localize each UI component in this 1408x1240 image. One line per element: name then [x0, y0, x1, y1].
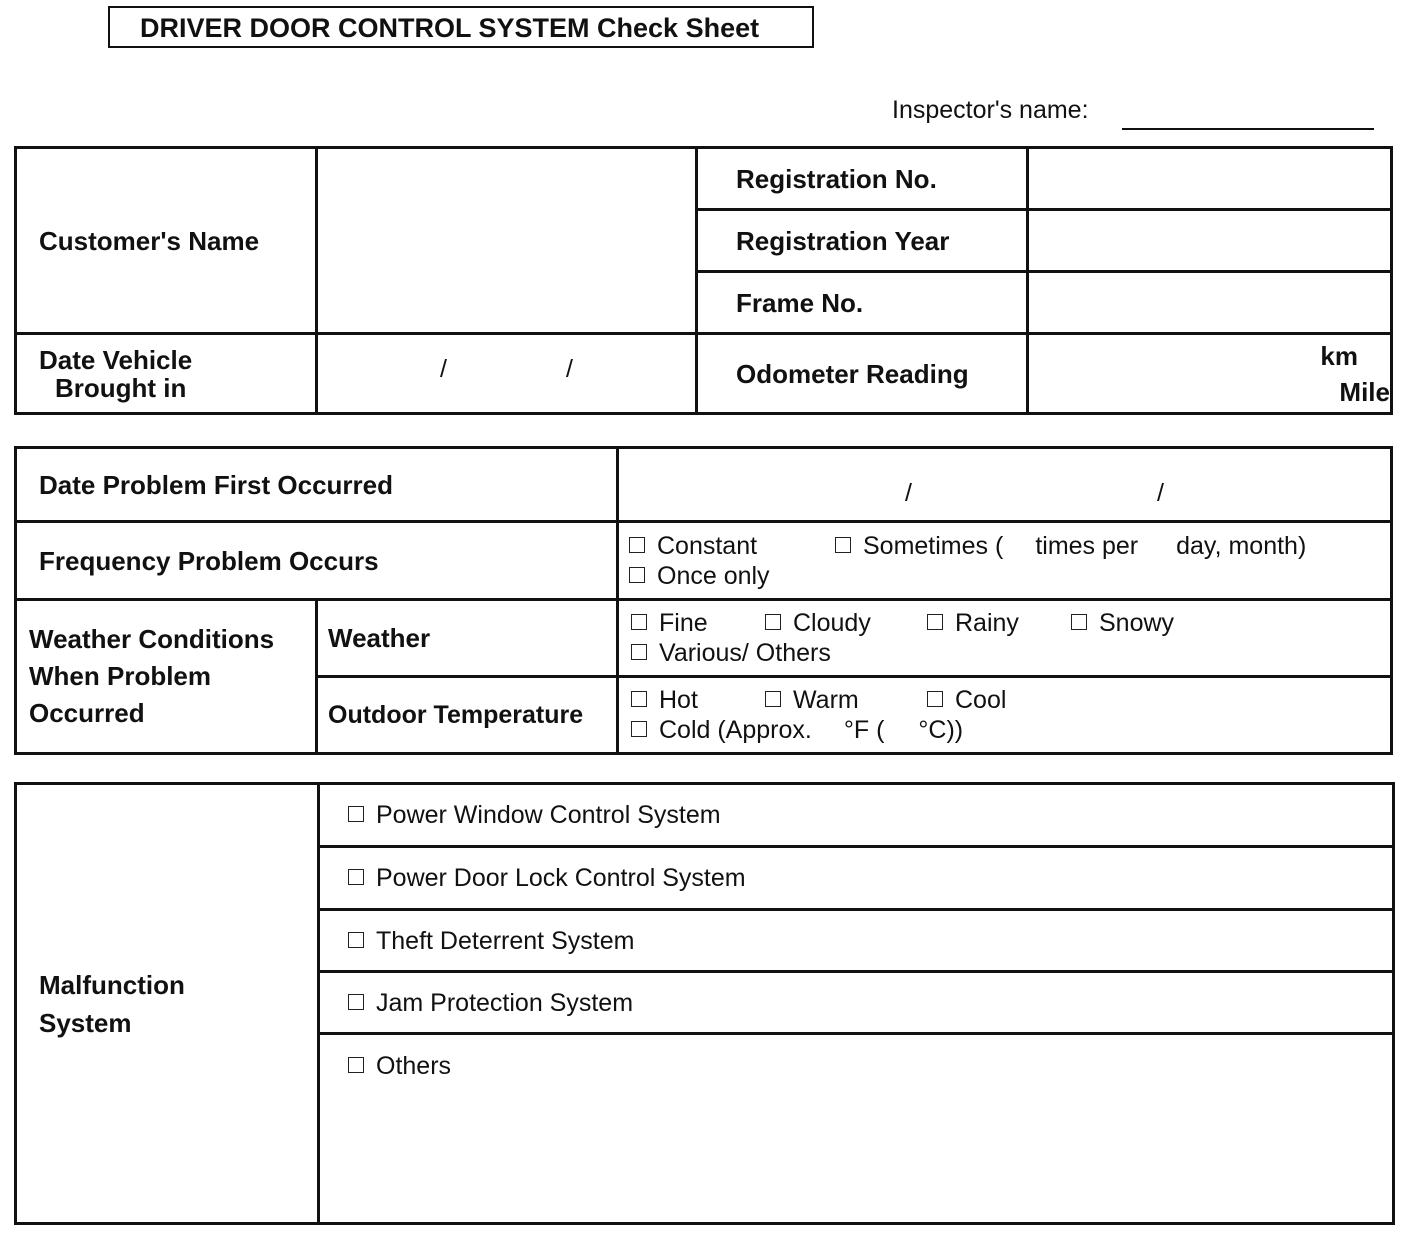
odometer-label: Odometer Reading	[697, 334, 1028, 414]
malfunction-option-power-window[interactable]: Power Window Control System	[319, 784, 1394, 847]
problem-occurrence-table	[14, 446, 1393, 755]
checkbox-icon[interactable]	[629, 567, 645, 583]
malfunction-system-label	[16, 784, 319, 1224]
weather-conditions-label	[16, 600, 317, 754]
checkbox-icon[interactable]	[629, 537, 645, 553]
frame-no-field[interactable]	[1028, 272, 1392, 334]
weather-group-line1: Weather Conditions	[29, 624, 275, 654]
checkbox-icon[interactable]	[765, 691, 781, 707]
malfunction-system-table	[14, 782, 1395, 1225]
date-slash: /	[905, 478, 912, 507]
date-brought-label-line1: Date Vehicle	[39, 344, 193, 375]
freq-sometimes-option[interactable]: Sometimes (	[835, 531, 1003, 561]
inspector-label: Inspector's name:	[892, 96, 1089, 124]
malfunction-option-others[interactable]: Others	[319, 1034, 1394, 1224]
temp-warm-option[interactable]: Warm	[765, 685, 927, 715]
temp-celsius: °C))	[918, 716, 964, 744]
frequency-options	[618, 522, 1392, 600]
date-slash: /	[440, 354, 447, 383]
weather-group-line3: Occurred	[29, 698, 145, 728]
checkbox-icon[interactable]	[631, 614, 647, 630]
date-first-occurred-label: Date Problem First Occurred	[16, 448, 618, 522]
checkbox-icon[interactable]	[927, 614, 943, 630]
checkbox-icon[interactable]	[927, 691, 943, 707]
freq-constant-option[interactable]: Constant	[629, 531, 835, 561]
checkbox-icon[interactable]	[765, 614, 781, 630]
weather-label: Weather	[317, 600, 618, 677]
checkbox-icon[interactable]	[835, 537, 851, 553]
vehicle-info-table	[14, 146, 1393, 415]
freq-once-option[interactable]: Once only	[629, 561, 770, 591]
unit-km: km	[1320, 340, 1358, 371]
weather-group-line2: When Problem	[29, 661, 212, 691]
malfunction-option-power-door-lock[interactable]: Power Door Lock Control System	[319, 847, 1394, 910]
checkbox-icon[interactable]	[348, 1057, 364, 1073]
unit-mile: Mile	[1339, 376, 1390, 407]
inspector-field	[892, 96, 1089, 125]
weather-fine-option[interactable]: Fine	[631, 608, 765, 638]
weather-cloudy-option[interactable]: Cloudy	[765, 608, 927, 638]
customer-name-field[interactable]	[317, 148, 697, 334]
temp-cold-option[interactable]: Cold (Approx.	[631, 715, 812, 745]
malfunction-option-theft-deterrent[interactable]: Theft Deterrent System	[319, 910, 1394, 972]
malfunction-label-line1: Malfunction	[39, 969, 185, 1000]
date-slash: /	[566, 354, 573, 383]
temp-fahrenheit: °F (	[843, 716, 885, 744]
weather-snowy-option[interactable]: Snowy	[1071, 608, 1174, 638]
date-brought-in-field[interactable]	[317, 334, 697, 414]
date-brought-label-line2: Brought in	[55, 372, 187, 403]
customer-name-label: Customer's Name	[16, 148, 317, 334]
date-slash: /	[1157, 478, 1164, 507]
freq-times-per: times per	[1035, 531, 1139, 560]
checkbox-icon[interactable]	[631, 644, 647, 660]
odometer-field[interactable]	[1028, 334, 1392, 414]
frame-no-label: Frame No.	[697, 272, 1028, 334]
frequency-label: Frequency Problem Occurs	[16, 522, 618, 600]
checkbox-icon[interactable]	[1071, 614, 1087, 630]
malfunction-option-jam-protection[interactable]: Jam Protection System	[319, 972, 1394, 1034]
checkbox-icon[interactable]	[348, 806, 364, 822]
registration-no-label: Registration No.	[697, 148, 1028, 210]
weather-rainy-option[interactable]: Rainy	[927, 608, 1071, 638]
date-first-occurred-field[interactable]	[618, 448, 1392, 522]
outdoor-temperature-label: Outdoor Temperature	[317, 677, 618, 754]
sheet-title: DRIVER DOOR CONTROL SYSTEM Check Sheet	[108, 6, 814, 48]
registration-year-label: Registration Year	[697, 210, 1028, 272]
inspector-name-line[interactable]	[1122, 128, 1374, 130]
temp-cool-option[interactable]: Cool	[927, 685, 1006, 715]
checkbox-icon[interactable]	[348, 932, 364, 948]
checkbox-icon[interactable]	[631, 721, 647, 737]
malfunction-label-line2: System	[39, 1007, 132, 1038]
temp-hot-option[interactable]: Hot	[631, 685, 765, 715]
temperature-options	[618, 677, 1392, 754]
registration-no-field[interactable]	[1028, 148, 1392, 210]
checkbox-icon[interactable]	[348, 869, 364, 885]
date-brought-in-label	[16, 334, 317, 414]
registration-year-field[interactable]	[1028, 210, 1392, 272]
weather-various-option[interactable]: Various/ Others	[631, 638, 831, 668]
freq-day-month: day, month)	[1176, 531, 1307, 560]
weather-options	[618, 600, 1392, 677]
checkbox-icon[interactable]	[631, 691, 647, 707]
checkbox-icon[interactable]	[348, 994, 364, 1010]
